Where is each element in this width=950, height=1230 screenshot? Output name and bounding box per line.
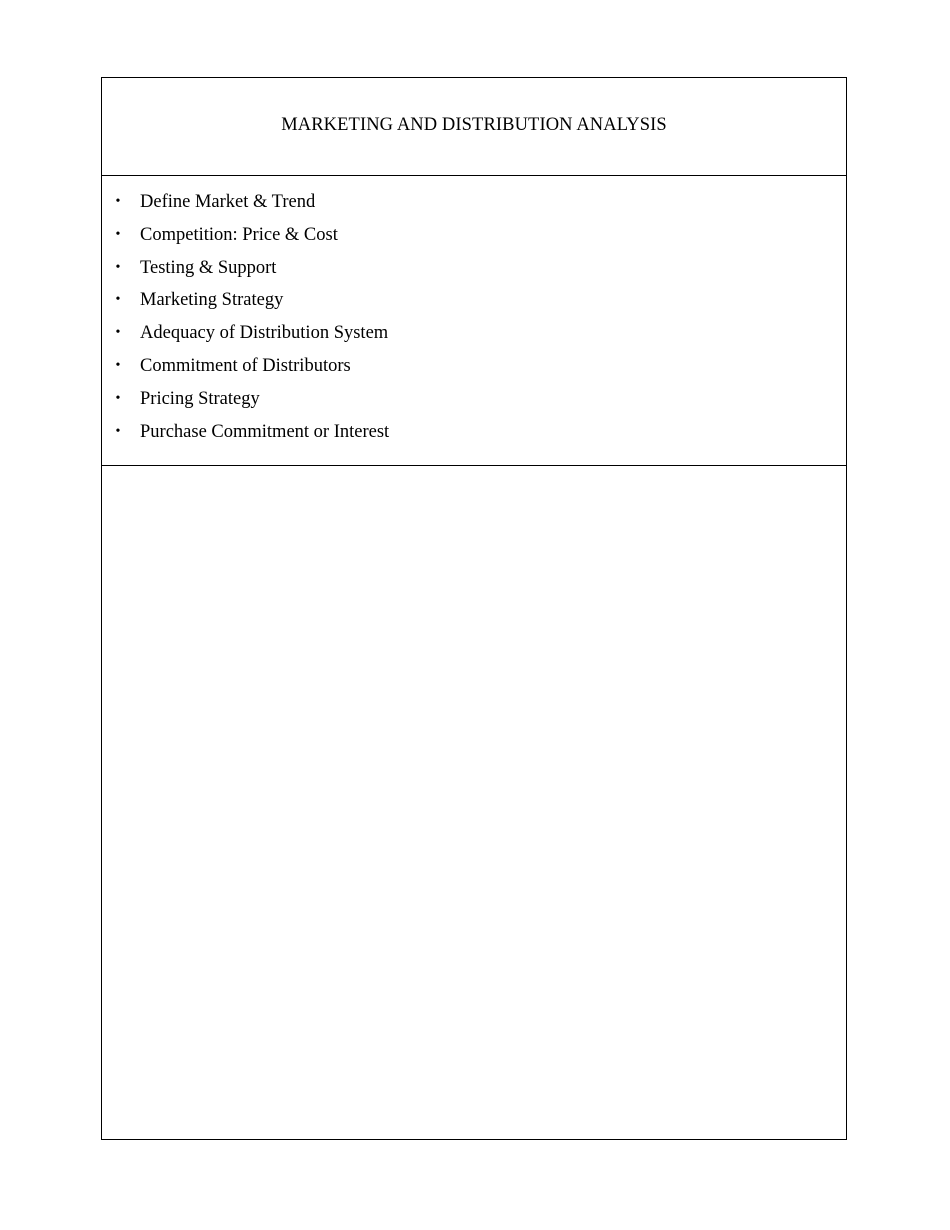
list-item-label: Testing & Support (140, 257, 277, 278)
list-item-label: Marketing Strategy (140, 290, 284, 311)
list-item (102, 418, 846, 451)
list-item-label: Define Market & Trend (140, 192, 316, 212)
blank-notes-area (102, 466, 846, 1139)
list-item-label: Adequacy of Distribution System (140, 323, 389, 344)
bullet-icon: • (115, 194, 121, 209)
bullet-icon: • (115, 325, 121, 341)
list-item-label: Commitment of Distributors (140, 355, 351, 376)
list-item-label: Competition: Price & Cost (140, 224, 338, 245)
bullet-list-section (102, 176, 846, 466)
list-item (102, 221, 846, 254)
list-item (102, 286, 846, 319)
bullet-icon: • (115, 292, 121, 308)
list-item (102, 352, 846, 385)
list-item-label: Pricing Strategy (140, 388, 260, 409)
title-section (102, 78, 846, 176)
list-item (102, 254, 846, 287)
bullet-icon: • (115, 390, 121, 406)
bullet-icon: • (115, 259, 121, 275)
bullet-list (102, 176, 846, 450)
list-item-label: Purchase Commitment or Interest (140, 421, 390, 442)
list-item (102, 188, 846, 221)
list-item (102, 385, 846, 418)
bullet-icon: • (115, 423, 121, 439)
list-item (102, 319, 846, 352)
bullet-icon: • (115, 357, 121, 373)
document-title: MARKETING AND DISTRIBUTION ANALYSIS (281, 115, 667, 135)
document-frame (101, 77, 847, 1140)
bullet-icon: • (115, 226, 121, 242)
